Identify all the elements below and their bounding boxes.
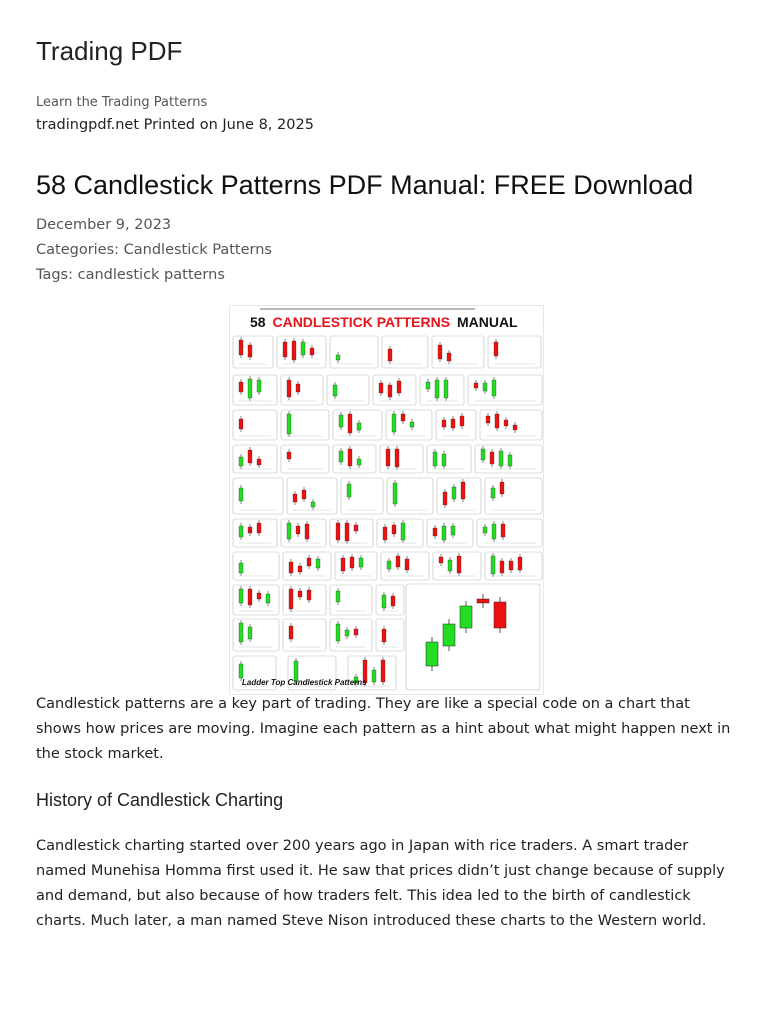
post-date: December 9, 2023 [36,217,172,233]
pattern-panel [373,375,416,405]
pattern-panel [330,336,378,368]
pattern-panel [432,336,484,368]
pattern-panel [233,619,279,651]
candle-mark [386,446,390,469]
pattern-panel [436,410,476,440]
candle-mark [336,520,340,543]
candle-mark [499,448,503,469]
pattern-panel [333,410,382,440]
pattern-panel [283,619,326,651]
candle-mark [347,481,351,500]
history-paragraph: Candlestick charting started over 200 years ago in Japan with rice traders. A smart trader named Munehisa Homma first used it. He saw that prices didn’t just change because of supply and demand, but also because of how traders felt. This idea led to the birth of candlestick charts. Much later, a man named Steve Nison introduced these charts to the Western world. [36,838,725,929]
pattern-panel [477,519,542,547]
infographic-title-number: 58 [250,314,266,330]
candle-mark [301,339,305,358]
featured-pattern-caption: Ladder Top Candlestick Patterns [242,678,367,687]
pattern-panel [233,445,277,473]
pattern-panel [281,375,323,405]
pattern-panel [233,519,277,547]
candle-mark [444,377,448,401]
candle-mark [239,337,243,358]
pattern-panel [377,519,423,547]
pattern-panel [287,478,337,514]
pattern-panel [233,552,279,580]
candle-mark [392,411,396,435]
site-tagline: Learn the Trading Patterns [36,95,208,110]
pattern-panel [330,619,372,651]
intro-paragraph: Candlestick patterns are a key part of trading. They are like a special code on a chart that shows how prices are moving. Imagine each pattern as a hint about what might happen next in the stock market. [36,696,731,762]
section-heading: History of Candlestick Charting [36,790,284,810]
pattern-panel [437,478,481,514]
candle-mark [348,446,352,469]
candle-mark [438,342,442,362]
pattern-panel [281,445,329,473]
infographic-canvas [230,306,543,694]
candlestick-manual-infographic [229,305,544,695]
candle-mark [239,620,243,645]
pattern-panel [335,552,377,580]
infographic-title-tail: MANUAL [456,314,518,330]
pattern-panel [427,519,473,547]
pattern-panel [233,410,277,440]
printed-note: tradingpdf.net Printed on June 8, 2025 [36,117,314,133]
pattern-panel [333,445,376,473]
pattern-panel [281,519,326,547]
candle-mark [348,411,352,436]
pattern-panels [233,336,542,690]
candle-mark [239,586,243,606]
pattern-panel [485,478,542,514]
post-tags[interactable]: Tags: candlestick patterns [36,267,225,283]
candle-mark [442,523,446,543]
candle-mark [393,480,397,507]
pattern-panel [386,410,432,440]
candle-mark [492,521,496,542]
featured-candle-mark [494,597,506,633]
pattern-panel [488,336,541,368]
pattern-panel [283,585,326,615]
pattern-panel [277,336,326,368]
candle-mark [287,520,291,542]
pattern-panel [376,585,404,615]
pattern-panel [283,552,331,580]
pattern-panel [485,552,542,580]
pattern-panel [281,410,329,440]
candle-mark [435,377,439,401]
post-title: 58 Candlestick Patterns PDF Manual: FREE Download [36,170,694,200]
pattern-panel [233,478,283,514]
post-categories[interactable]: Categories: Candlestick Patterns [36,242,272,258]
featured-ladder-top-panel [406,584,540,690]
pattern-panel [233,336,273,368]
candle-mark [494,339,498,359]
candle-mark [492,377,496,399]
candle-mark [395,446,399,470]
pattern-panel [420,375,464,405]
pattern-panel [330,585,372,615]
candle-mark [491,553,495,577]
pattern-panel [381,552,429,580]
candle-mark [336,621,340,644]
pattern-panel [341,478,383,514]
pattern-panel [327,375,369,405]
candle-mark [461,479,465,502]
featured-candle-mark [460,601,472,633]
candle-mark [283,339,287,360]
candle-mark [287,377,291,400]
pattern-panel [427,445,471,473]
candle-mark [248,447,252,466]
pattern-panel [380,445,423,473]
candle-mark [443,489,447,508]
candle-mark [381,657,385,685]
pattern-panel [382,336,428,368]
featured-candle-mark [426,637,438,671]
pattern-panel [468,375,542,405]
candle-mark [248,376,252,401]
pattern-panel [433,552,481,580]
infographic-title-highlight: CANDLESTICK PATTERNS [272,314,451,330]
candle-mark [292,338,296,363]
site-title[interactable]: Trading PDF [36,36,183,66]
candle-mark [289,586,293,612]
pattern-panel [480,410,542,440]
candle-mark [457,553,461,576]
candle-mark [239,485,243,504]
featured-candle-mark [443,619,455,651]
pattern-panel [475,445,542,473]
candle-mark [287,411,291,437]
pattern-panel [233,585,279,615]
candle-mark [248,586,252,608]
pattern-panel [387,478,433,514]
candle-mark [401,520,405,543]
pattern-panel [376,619,404,651]
svg-text:58 CANDLESTICK PATTERNS [250,314,518,330]
candle-mark [345,520,349,544]
pattern-panel [330,519,373,547]
candle-mark [495,411,499,431]
candle-mark [305,521,309,542]
candle-mark [433,449,437,469]
pattern-panel [233,375,277,405]
